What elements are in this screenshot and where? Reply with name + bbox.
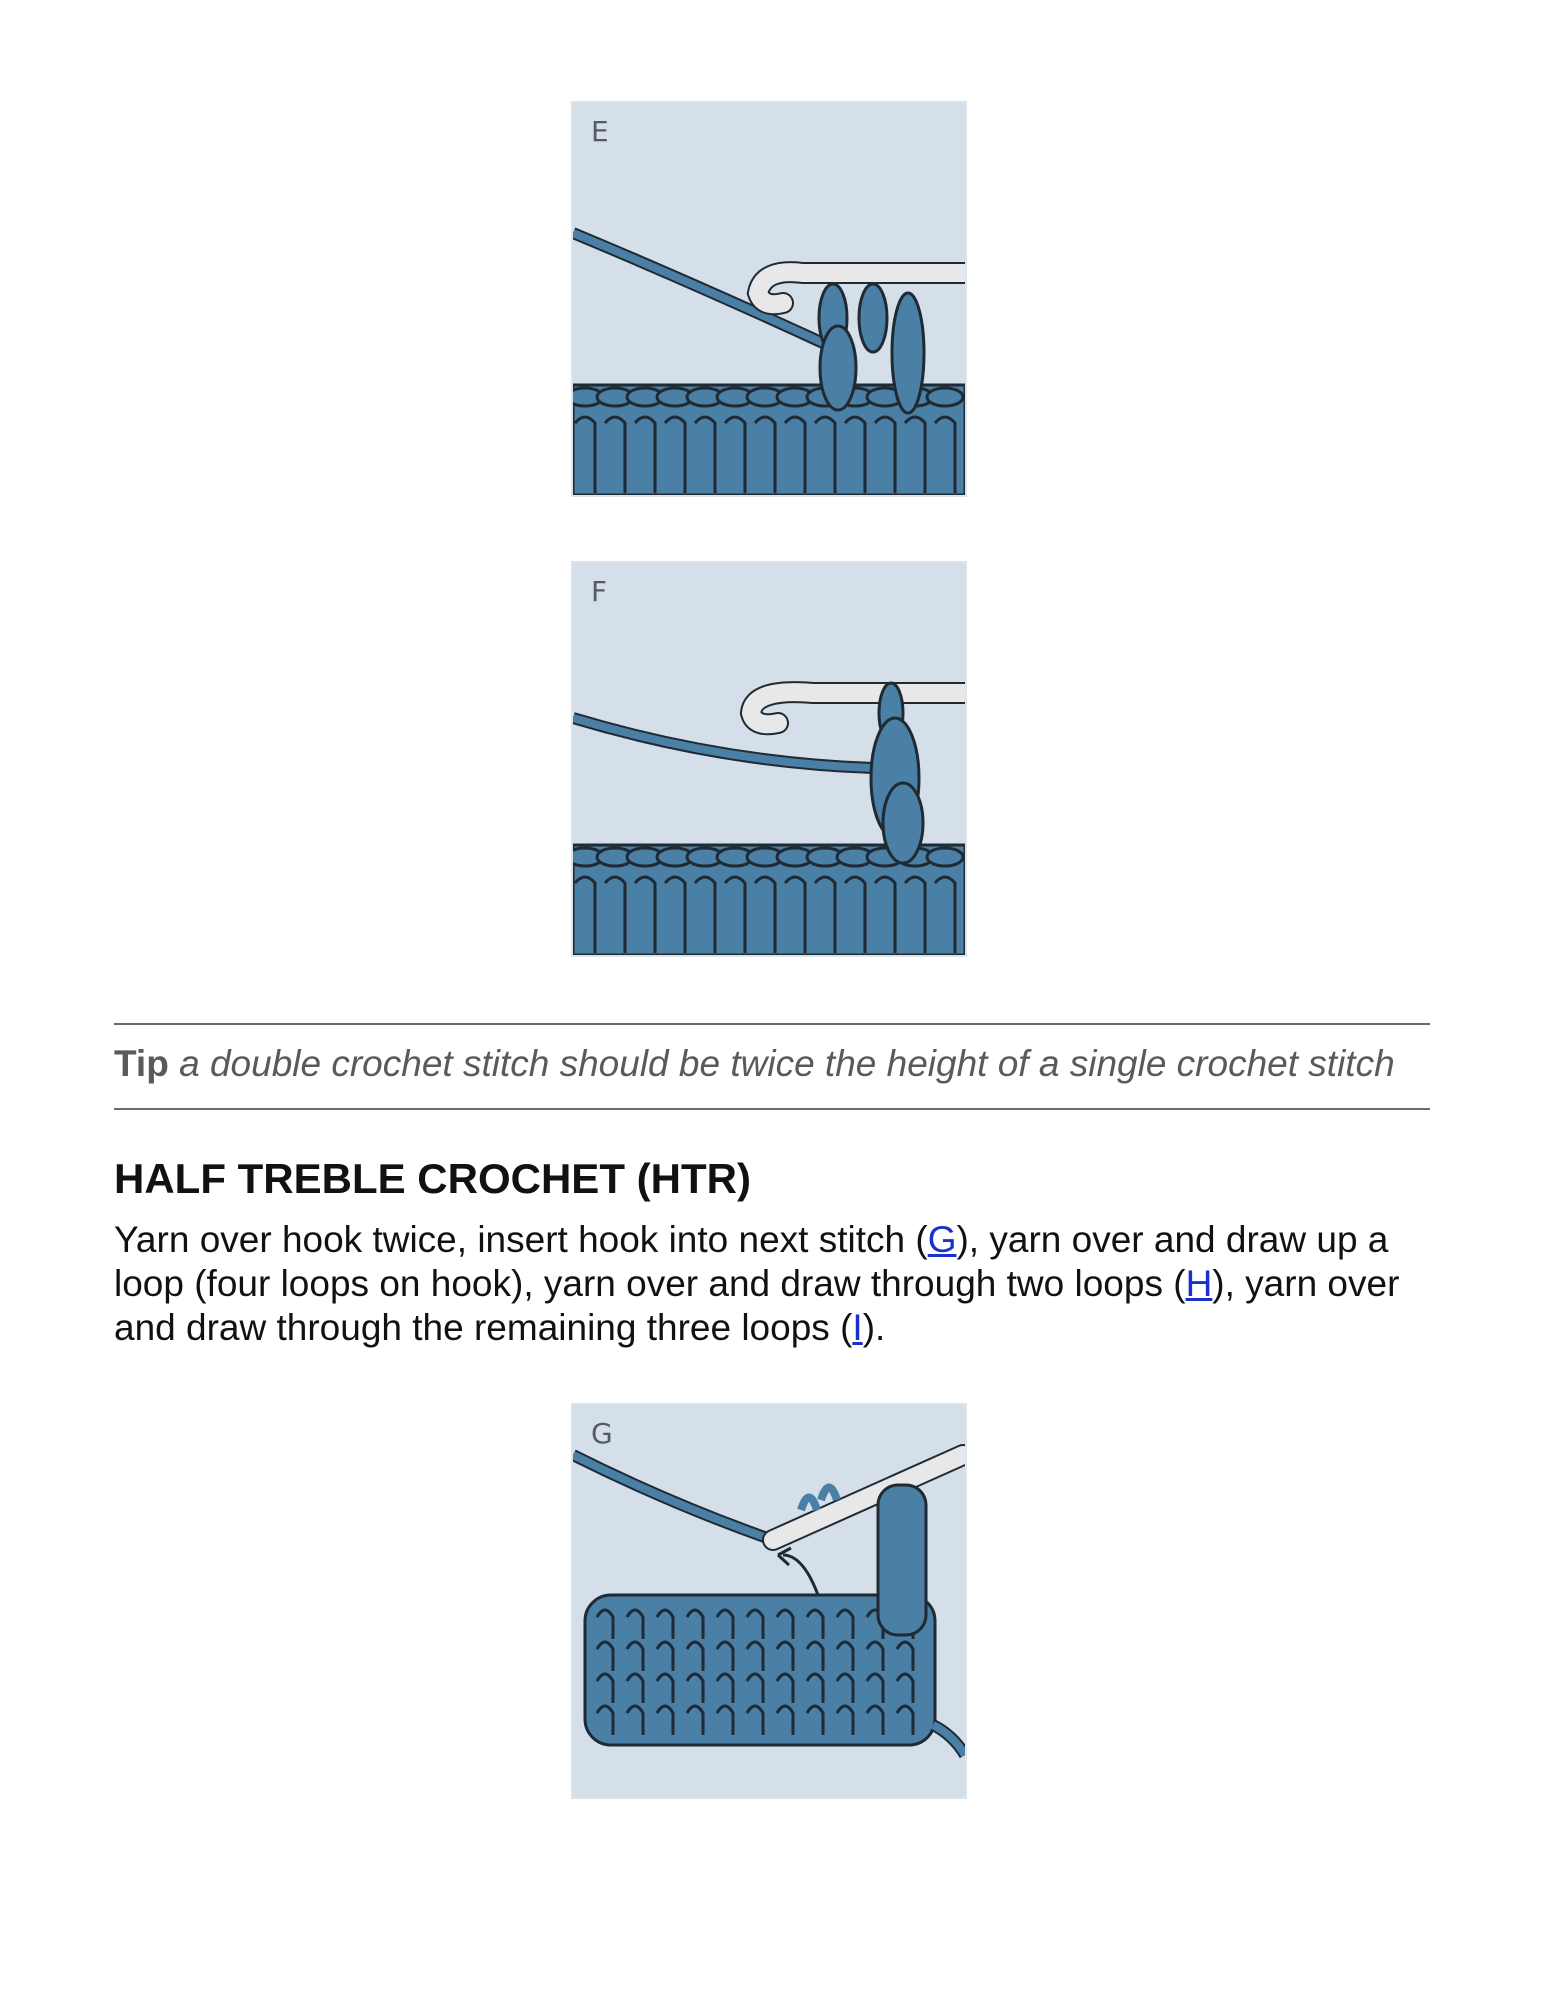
working-yarn bbox=[573, 233, 823, 343]
illustration-f-drawing bbox=[573, 563, 965, 955]
instructions-text: ), yarn over and draw up a loop (four loops on hook), yarn over and draw through two loops ( bbox=[114, 1219, 1389, 1304]
tip-label: Tip bbox=[114, 1043, 169, 1084]
illustration-g bbox=[571, 1403, 967, 1799]
tip-text: a double crochet stitch should be twice the height of a single crochet stitch bbox=[179, 1043, 1395, 1084]
link-figure-i[interactable]: I bbox=[852, 1307, 863, 1348]
illustration-e-drawing bbox=[573, 103, 965, 495]
instructions-text: Yarn over hook twice, insert hook into next stitch ( bbox=[114, 1219, 928, 1260]
figure-label: E bbox=[591, 115, 609, 148]
figure-label: G bbox=[591, 1417, 613, 1450]
crochet-hook bbox=[751, 692, 965, 724]
stitch-top-loop bbox=[927, 388, 963, 406]
illustration-g-drawing bbox=[573, 1405, 965, 1797]
working-yarn bbox=[573, 718, 873, 768]
section-heading: HALF TREBLE CROCHET (HTR) bbox=[114, 1155, 751, 1202]
stitch-column bbox=[878, 1485, 926, 1635]
tip-top-rule bbox=[114, 1023, 1430, 1025]
figure-label: F bbox=[591, 575, 608, 608]
illustration-e bbox=[571, 101, 967, 497]
crochet-hook bbox=[773, 1455, 963, 1540]
illustration-f bbox=[571, 561, 967, 957]
link-figure-h[interactable]: H bbox=[1185, 1263, 1213, 1304]
stitch-top-loop bbox=[927, 848, 963, 866]
instructions-text: ), yarn over and draw through the remaining three loops ( bbox=[114, 1263, 1400, 1348]
instructions-text: ). bbox=[862, 1307, 886, 1348]
link-figure-g[interactable]: G bbox=[927, 1219, 957, 1260]
instructions-paragraph bbox=[114, 1218, 1434, 1350]
direction-arrow-icon bbox=[783, 1555, 818, 1595]
tip-bottom-rule bbox=[114, 1108, 1430, 1110]
working-yarn bbox=[573, 1455, 773, 1540]
stitch-post bbox=[871, 683, 923, 863]
tip-box bbox=[114, 1043, 1434, 1085]
